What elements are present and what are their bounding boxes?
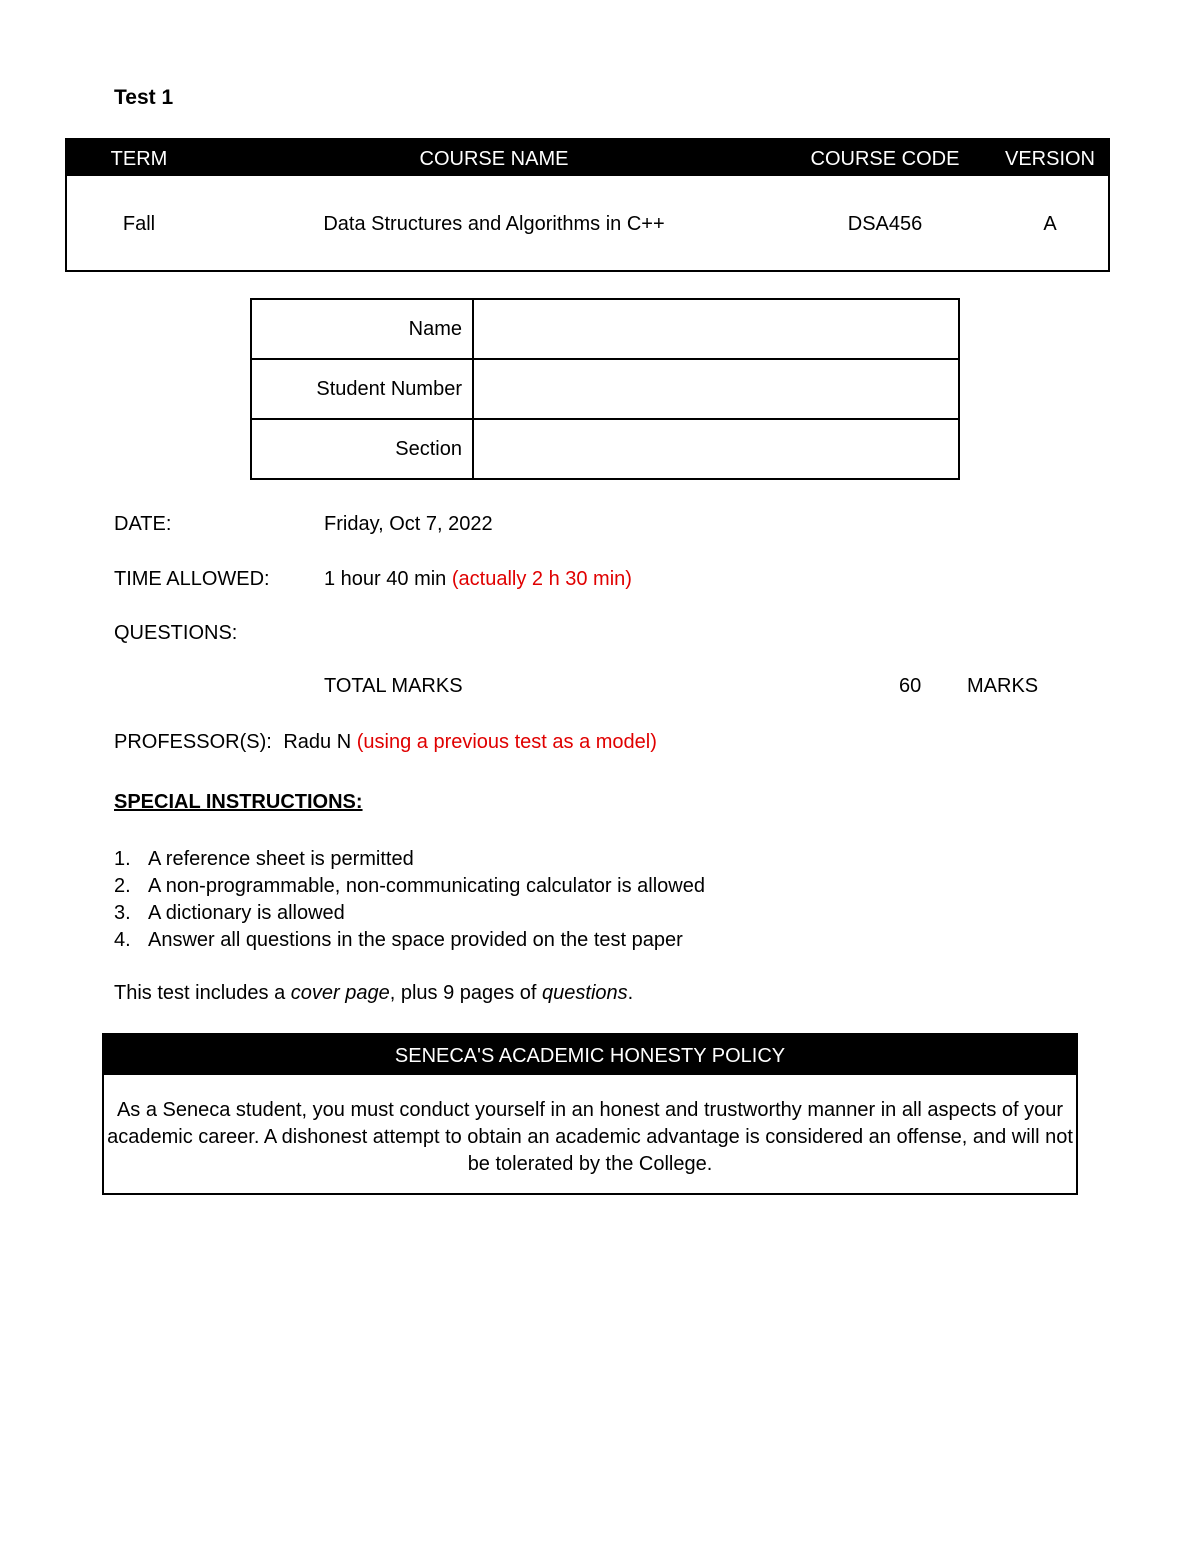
list-item: 4. Answer all questions in the space provided on the test paper: [114, 929, 683, 951]
header-course-name: COURSE NAME: [419, 148, 569, 170]
policy-text: As a Seneca student, you must conduct yourself in an honest and trustworthy manner in all aspects of your academic career. A dishonest attempt to obtain an academic advantage is considered an offense, and will not be tolerated by the College.: [107, 1099, 1073, 1175]
special-instructions-title: SPECIAL INSTRUCTIONS:: [114, 791, 363, 813]
cover-page-text: cover page: [290, 982, 390, 1004]
professor-label: PROFESSOR(S):: [114, 731, 272, 753]
professor-note: (using a previous test as a model): [356, 731, 657, 753]
time-allowed-value: [324, 568, 632, 591]
course-table-header: [67, 140, 1108, 176]
professor-value: Radu N: [283, 731, 352, 753]
list-item: 1. A reference sheet is permitted: [114, 848, 414, 870]
student-number-label: Student Number: [251, 359, 473, 419]
list-item: 2. A non-programmable, non-communicating calculator is allowed: [114, 875, 705, 897]
name-field[interactable]: [473, 299, 959, 359]
marks-unit: MARKS: [967, 675, 1039, 697]
header-version: VERSION: [1004, 148, 1096, 170]
test-includes-note: This test includes a cover page, plus 9 pages of questions.: [114, 982, 634, 1004]
course-table-row: [67, 176, 1108, 270]
page-title: Test 1: [114, 86, 174, 109]
date-value: Friday, Oct 7, 2022: [324, 513, 493, 535]
academic-honesty-policy: [102, 1033, 1078, 1195]
time-allowed-label: TIME ALLOWED:: [114, 568, 270, 590]
time-value: 1 hour 40 min: [324, 568, 447, 590]
student-info-row: [251, 359, 959, 419]
total-marks-label: TOTAL MARKS: [324, 675, 463, 697]
course-table: [65, 138, 1110, 272]
student-number-field[interactable]: [473, 359, 959, 419]
questions-label: QUESTIONS:: [114, 622, 238, 644]
student-info-row: [251, 299, 959, 359]
version-value: A: [1043, 213, 1057, 235]
student-info-row: [251, 419, 959, 479]
instructions-list: [114, 846, 705, 954]
professor-row: [114, 731, 657, 754]
total-marks-value: 60: [899, 675, 922, 697]
questions-text: questions: [542, 982, 628, 1004]
header-course-code: COURSE CODE: [810, 148, 960, 170]
time-note: (actually 2 h 30 min): [451, 568, 632, 590]
course-name-value: Data Structures and Algorithms in C++: [323, 213, 665, 235]
section-field[interactable]: [473, 419, 959, 479]
term-value: Fall: [122, 213, 156, 235]
course-code-value: DSA456: [847, 213, 923, 235]
date-label: DATE:: [114, 513, 172, 535]
header-term: TERM: [110, 148, 168, 170]
name-label: Name: [251, 299, 473, 359]
list-item: 3. A dictionary is allowed: [114, 902, 345, 924]
policy-title: SENECA'S ACADEMIC HONESTY POLICY: [104, 1035, 1076, 1075]
section-label: Section: [251, 419, 473, 479]
student-info-table: [250, 298, 960, 480]
